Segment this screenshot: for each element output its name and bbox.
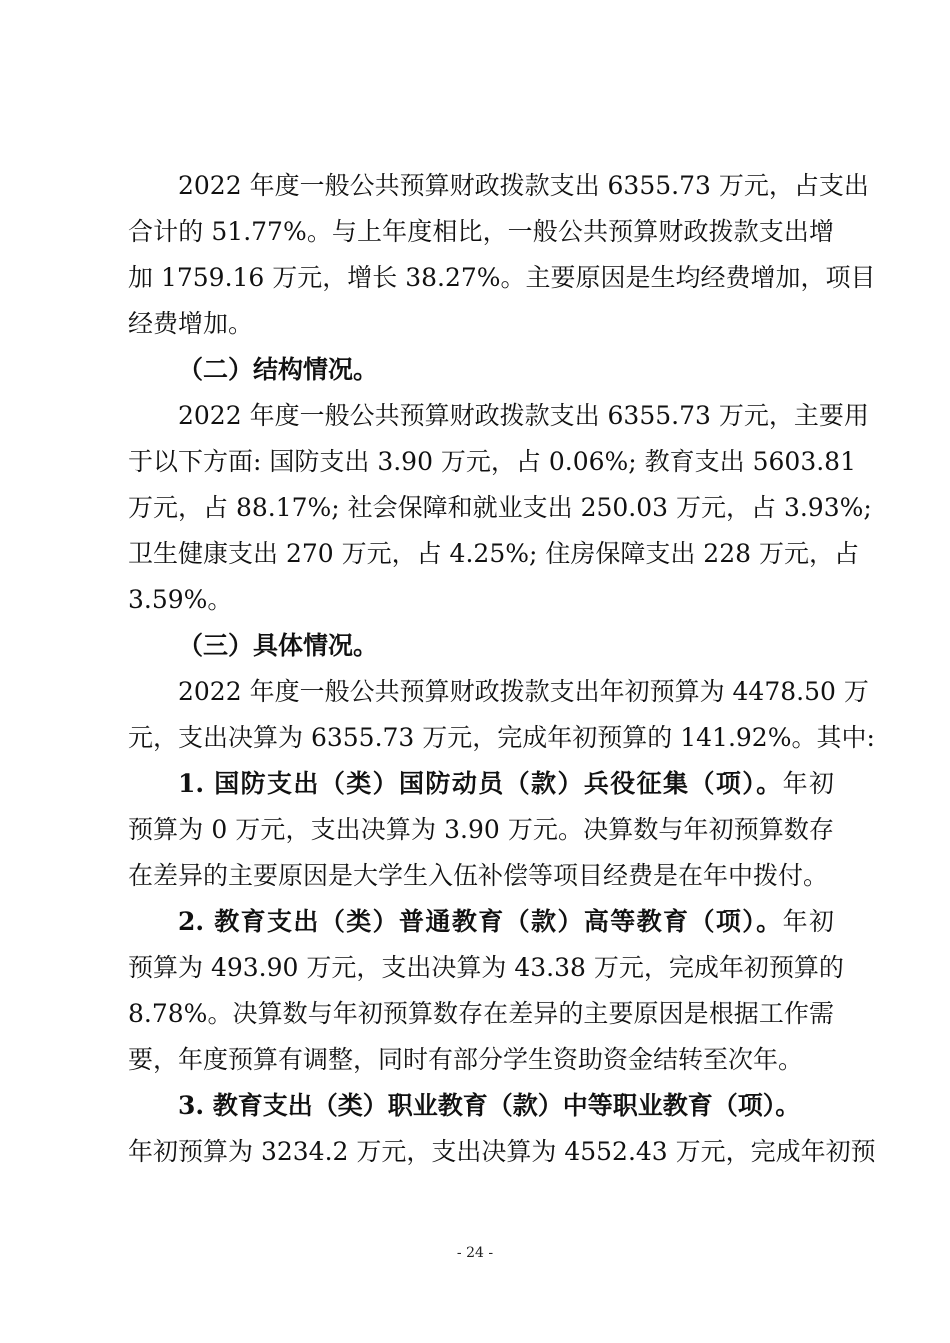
paragraph-line: 在差异的主要原因是大学生入伍补偿等项目经费是在年中拨付。: [128, 861, 829, 890]
item-title-line: [178, 768, 834, 800]
item-title: 3. 教育支出（类）职业教育（款）中等职业教育（项）。: [178, 1091, 801, 1120]
item-title-tail: 年初: [782, 907, 834, 936]
paragraph-line: 卫生健康支出 270 万元，占 4.25%; 住房保障支出 228 万元，占: [128, 539, 859, 568]
paragraph-line: 预算为 0 万元，支出决算为 3.90 万元。决算数与年初预算数存: [128, 815, 834, 844]
section-heading: （二）结构情况。: [178, 355, 379, 384]
paragraph-line: 经费增加。: [128, 309, 254, 338]
item-title-line: [178, 1090, 834, 1122]
paragraph-line: 加 1759.16 万元，增长 38.27%。主要原因是生均经费增加，项目: [128, 263, 876, 292]
page-number: - 24 -: [456, 1245, 494, 1261]
paragraph-line: 要，年度预算有调整，同时有部分学生资助资金结转至次年。: [128, 1045, 804, 1074]
section-heading: （三）具体情况。: [178, 631, 379, 660]
item-title-line: [178, 906, 834, 938]
paragraph-line: 万元，占 88.17%; 社会保障和就业支出 250.03 万元，占 3.93%;: [128, 493, 872, 522]
item-title: 2. 教育支出（类）普通教育（款）高等教育（项）。: [178, 907, 783, 936]
item-title: 1. 国防支出（类）国防动员（款）兵役征集（项）。: [178, 769, 783, 798]
paragraph-line: 8.78%。决算数与年初预算数存在差异的主要原因是根据工作需: [128, 999, 834, 1028]
paragraph-line: 2022 年度一般公共预算财政拨款支出 6355.73 万元，主要用: [178, 401, 869, 430]
item-title-tail: 年初: [782, 769, 834, 798]
paragraph-line: 预算为 493.90 万元，支出决算为 43.38 万元，完成年初预算的: [128, 953, 844, 982]
paragraph-line: 2022 年度一般公共预算财政拨款支出年初预算为 4478.50 万: [178, 677, 869, 706]
paragraph-line: 年初预算为 3234.2 万元，支出决算为 4552.43 万元，完成年初预: [128, 1137, 876, 1166]
paragraph-line: 元，支出决算为 6355.73 万元，完成年初预算的 141.92%。其中:: [128, 723, 875, 752]
paragraph-line: 于以下方面: 国防支出 3.90 万元，占 0.06%; 教育支出 5603.81: [128, 447, 856, 476]
paragraph-line: 2022 年度一般公共预算财政拨款支出 6355.73 万元，占支出: [178, 171, 869, 200]
paragraph-line: 合计的 51.77%。与上年度相比，一般公共预算财政拨款支出增: [128, 217, 834, 246]
paragraph-line: 3.59%。: [128, 585, 233, 614]
